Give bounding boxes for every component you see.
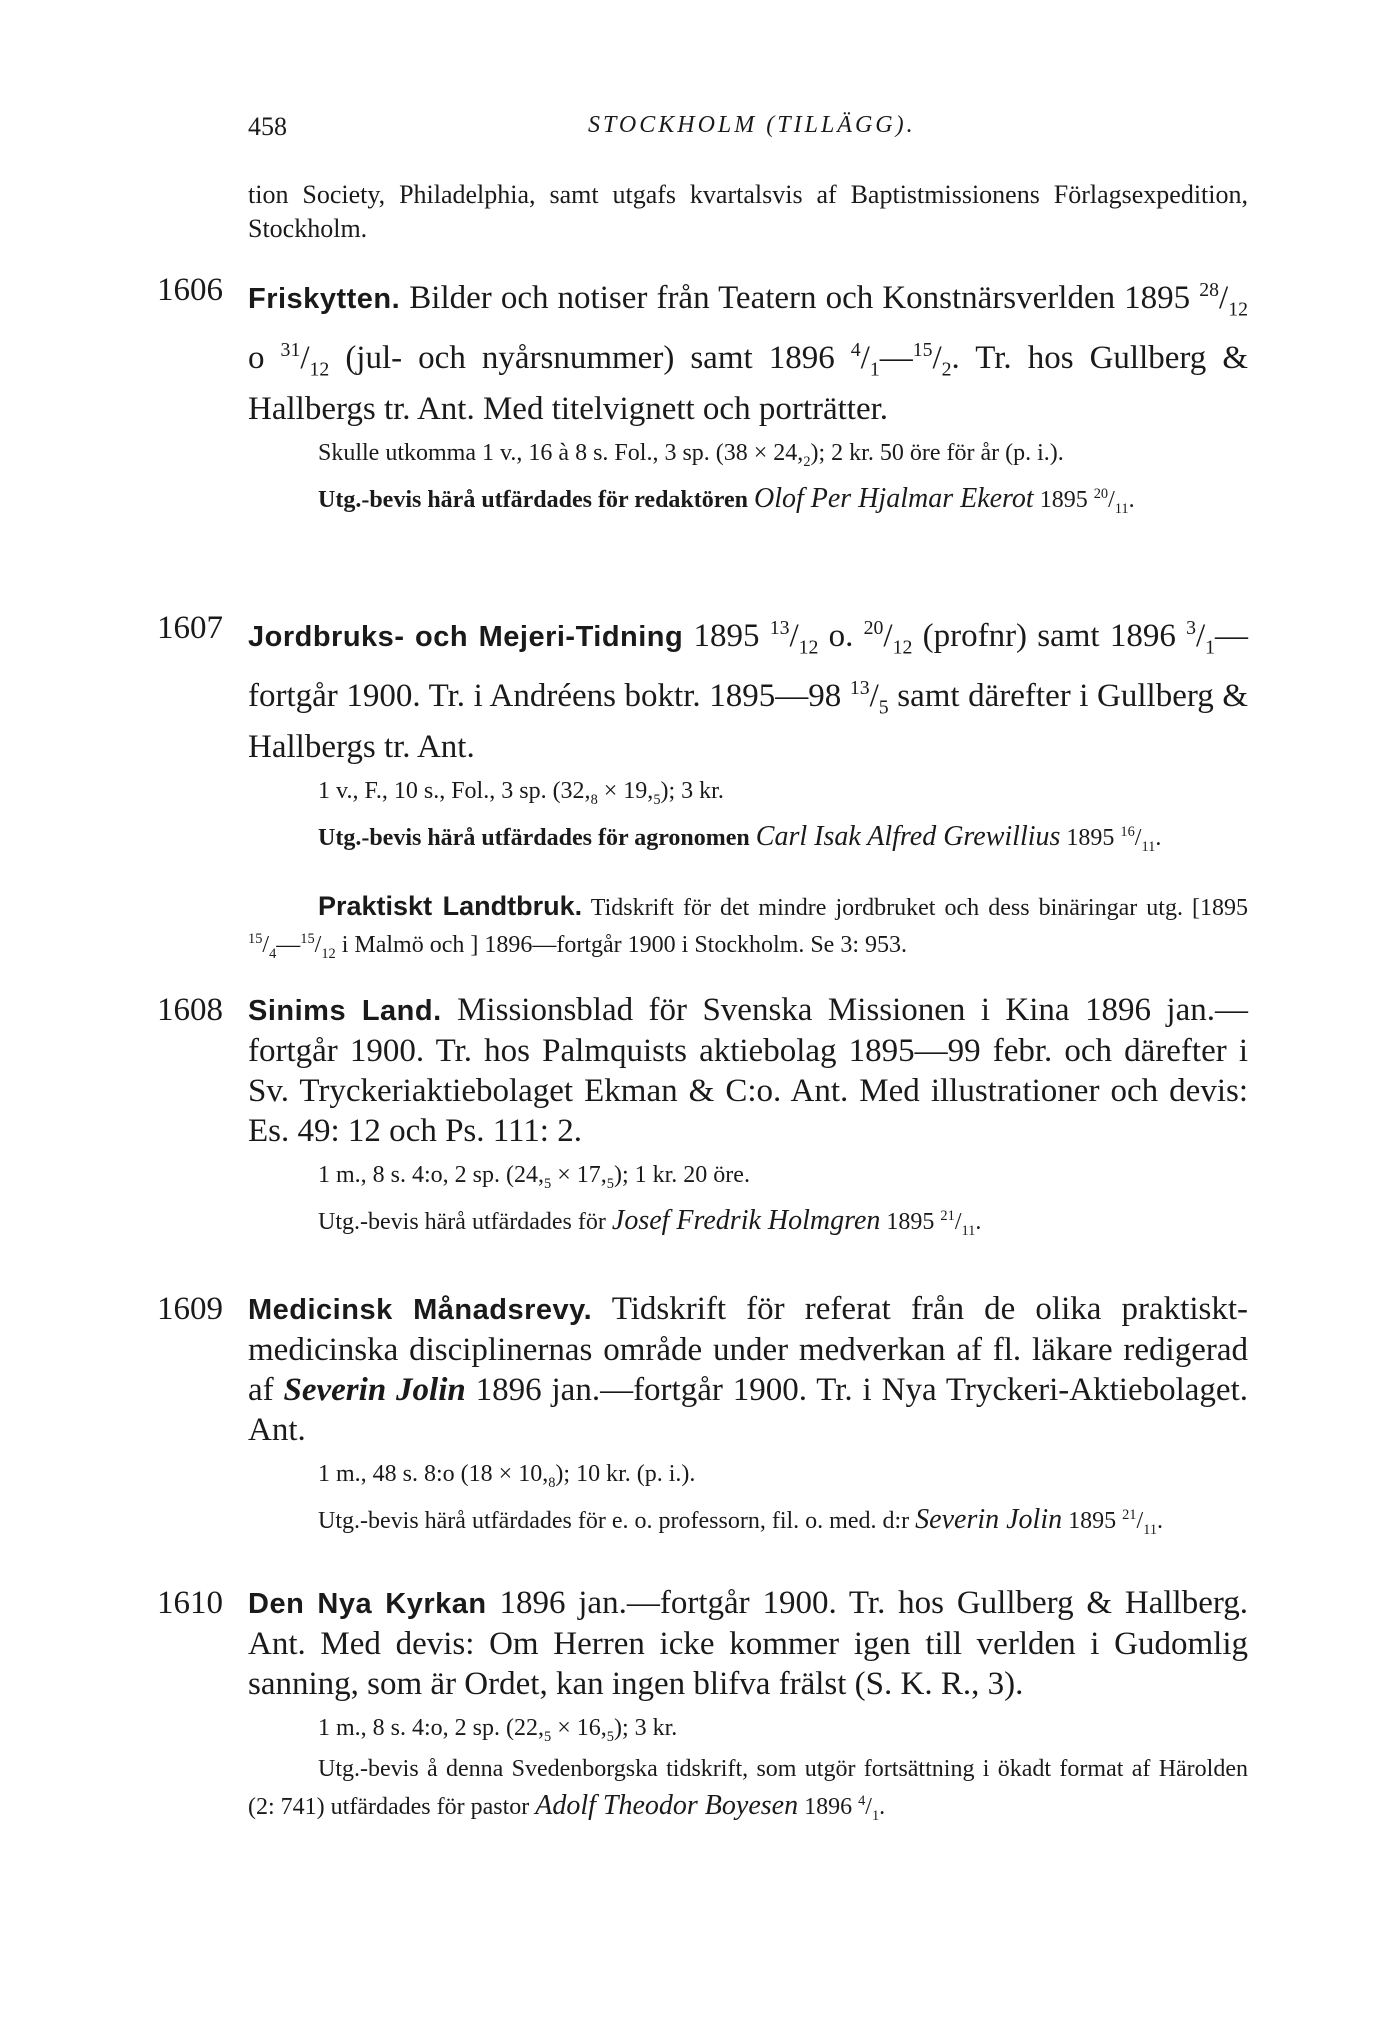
entry-description: 1 m., 8 s. 4:o, 2 sp. $(22,_5 \times 16,_5)$; 3 kr. [318,1715,678,1745]
entry-certificate: Utg.-bevis härå utfärdades för agronomen Carl Isak Alfred Grewillius 1895 $^{16}/_{11}$. [318,820,1162,855]
entry-notes [248,1458,1248,1546]
entry-main [248,990,1248,1151]
entry-certificate: Utg.-bevis härå utfärdades för redaktören Olof Per Hjalmar Ekerot 1895 $^{20}/_{11}$. [318,482,1135,517]
continued-text: tion Society, Philadelphia, samt utgafs kvartalsvis af Baptistmissionens Förlagsexpedition, Stockholm. [248,180,1248,243]
entry-description: 1 v., F., 10 s., Fol., 3 sp. $(32,_8 \times 19,_5)$; 3 kr. [318,778,724,808]
entry-certificate: Utg.-bevis härå utfärdades för Josef Fredrik Holmgren 1895 $^{21}/_{11}$. [318,1204,982,1239]
entry-description: 1 m., 8 s. 4:o, 2 sp. $(24,_5 \times 17,_5)$; 1 kr. 20 öre. [318,1162,750,1192]
entry-number: 1607 [157,610,223,646]
entry-title: Medicinsk Månadsrevy. [248,1294,593,1326]
entry-main-text: 1896 jan.—fortgår 1900. Tr. hos Gullberg & Hallberg. Ant. Med devis: Om Herren icke kommer igen till verlden i Gudomlig sanning, som är Ordet, kan ingen blifva frälst (S. K. R., 3). [248,1585,1248,1702]
sub-entry [248,891,1248,970]
entry-main-text: Tidskrift för referat från de olika praktiskt-medicinska disciplinernas område under medverkan af fl. läkare redigerad af Severin Jolin 1896 jan.—fortgår 1900. Tr. i Nya Tryckeri-Aktiebolaget. Ant. [248,1291,1249,1448]
entry-title: Sinims Land. [248,995,442,1027]
entry-notes [248,1159,1248,1247]
entry-title: Jordbruks- och Mejeri-Tidning [248,621,684,653]
entry-main [248,608,1248,767]
entry-title: Den Nya Kyrkan [248,1588,487,1620]
sub-entry-text: Tidskrift för det mindre jordbruket och dess binäringar utg. [1895 $^{15}/_4—^{15}/_{12}$ i Malmö och ] 1896—fortgår 1900 i Stockholm. Se 3: 953. [248,894,1248,962]
entry-description: 1 m., 48 s. 8:o $(18 \times 10,_8)$; 10 kr. (p. i.). [318,1461,696,1491]
page-header [248,112,1248,152]
entry-certificate: Utg.-bevis å denna Svedenborgska tidskrift, som utgör fortsättning i ökadt format af Härolden (2: 741) utfärdades för pastor Adolf Theodor Boyesen 1896 $^4/_1$. [248,1755,1248,1824]
entry-notes [248,437,1248,525]
running-title: STOCKHOLM (TILLÄGG). [588,112,916,138]
entry-main [248,270,1248,429]
entry-number: 1608 [157,992,223,1028]
entry-certificate: Utg.-bevis härå utfärdades för e. o. professorn, fil. o. med. d:r Severin Jolin 1895 $^{21}/_{11}$. [318,1503,1164,1538]
page-number: 458 [248,112,287,141]
entry-notes [248,1712,1248,1832]
entry-main [248,1289,1248,1450]
sub-entry-title: Praktiskt Landtbruk. [318,890,583,921]
entry-main-text: Missionsblad för Svenska Missionen i Kina 1896 jan.—fortgår 1900. Tr. hos Palmquists aktiebolag 1895—99 febr. och därefter i Sv. Tryckeriaktiebolaget Ekman & C:o. Ant. Med illustrationer och devis: Es. 49: 12 och Ps. 111: 2. [248,992,1248,1149]
entry-notes [248,775,1248,863]
entry-number: 1606 [157,272,223,308]
entry-main-text: 1895 $^{13}/_{12}$ o. $^{20}/_{12}$ (profnr) samt 1896 $^3/_1—fortgår$ 1900. Tr. i Andréens boktr. 1895—98 $^{13}/_5$ samt därefter i Gullberg & Hallbergs tr. Ant. [248,617,1249,766]
entry-number: 1610 [157,1585,223,1621]
entry-title: Friskytten. [248,283,401,315]
entry-number: 1609 [157,1291,223,1327]
entry-main-text: Bilder och notiser från Teatern och Konstnärsverlden 1895 $^{28}/_{12}$ o $^{31}/_{12}$ (jul- och nyårsnummer) samt 1896 $^4/_1—^{15}/_2$. Tr. hos Gullberg & Hallbergs tr. Ant. Med titelvignett och porträtter. [248,279,1248,428]
entry-description: Skulle utkomma 1 v., 16 à 8 s. Fol., 3 sp. $(38 \times 24,_2)$; 2 kr. 50 öre för år (p. i.). [318,440,1064,470]
entry-main [248,1583,1248,1704]
